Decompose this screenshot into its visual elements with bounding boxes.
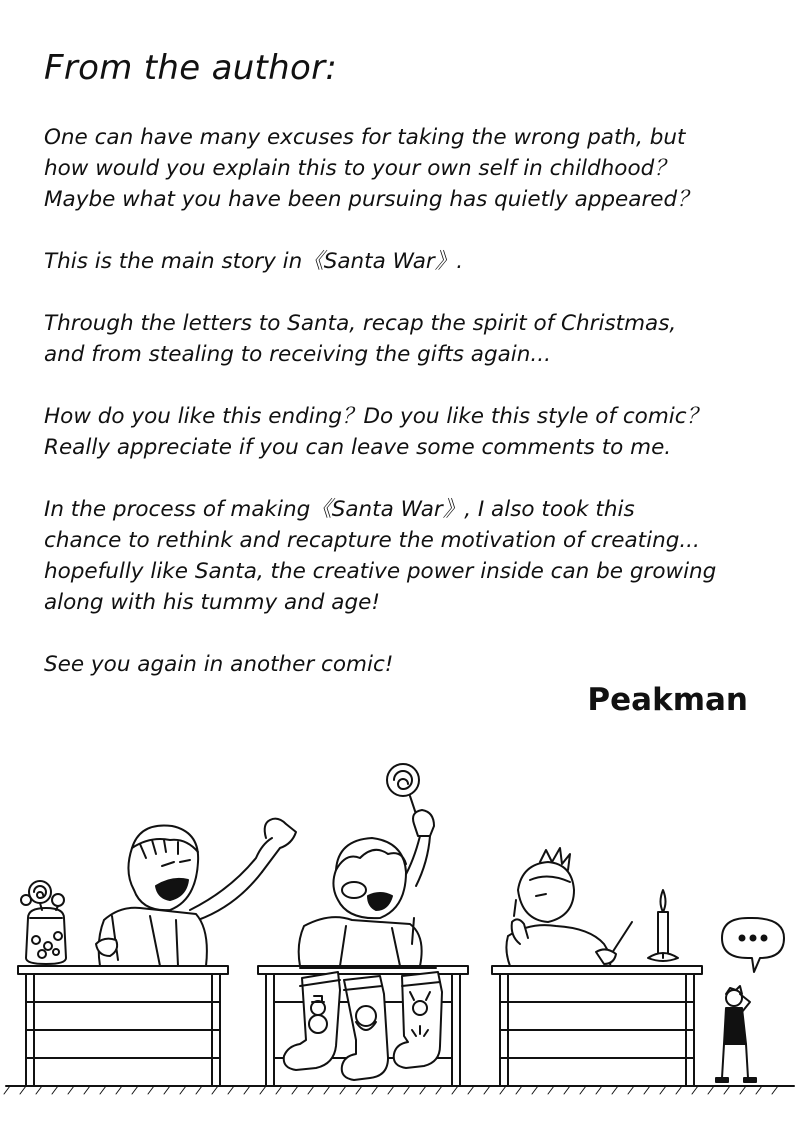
girl-character — [506, 848, 678, 966]
text-line: along with his tummy and age! — [44, 590, 380, 615]
desk-left — [18, 966, 228, 1086]
author-signature: Peakman — [587, 682, 748, 718]
text-line: how would you explain this to your own self in childhood？ — [44, 156, 676, 181]
paragraph-4 — [44, 401, 784, 463]
text-line: In the process of making《Santa War》, I also took this — [44, 497, 635, 522]
desk-right — [492, 966, 702, 1086]
comic-illustration — [0, 740, 800, 1132]
paragraph-1 — [44, 122, 784, 215]
text-line: This is the main story in《Santa War》. — [44, 249, 464, 274]
text-line: chance to rethink and recapture the motivation of creating... — [44, 528, 700, 553]
text-line: and from stealing to receiving the gifts again... — [44, 342, 551, 367]
candle — [648, 890, 678, 961]
christmas-stockings — [284, 968, 442, 1080]
text-line: See you again in another comic! — [44, 652, 394, 677]
bystander-character — [716, 918, 784, 1082]
speech-bubble — [722, 918, 784, 972]
author-message — [44, 122, 784, 711]
paragraph-3 — [44, 308, 784, 370]
text-line: Maybe what you have been pursuing has quietly appeared？ — [44, 187, 699, 212]
floor-hatching — [4, 1086, 778, 1094]
paragraph-6 — [44, 649, 784, 680]
text-line: Really appreciate if you can leave some comments to me. — [44, 435, 672, 460]
boy-middle-body — [299, 917, 422, 966]
boy-character-middle — [299, 764, 434, 966]
boy-character-left — [21, 819, 296, 966]
candy-jar — [21, 881, 66, 964]
text-line: Through the letters to Santa, recap the spirit of Christmas, — [44, 311, 677, 336]
text-line: One can have many excuses for taking the wrong path, but — [44, 125, 686, 150]
text-line: hopefully like Santa, the creative power inside can be growing — [44, 559, 717, 584]
text-line: How do you like this ending？Do you like this style of comic？ — [44, 404, 709, 429]
page-heading: From the author: — [44, 48, 338, 88]
paragraph-2 — [44, 246, 784, 277]
boy-middle-head — [333, 838, 406, 918]
paragraph-5 — [44, 494, 784, 618]
